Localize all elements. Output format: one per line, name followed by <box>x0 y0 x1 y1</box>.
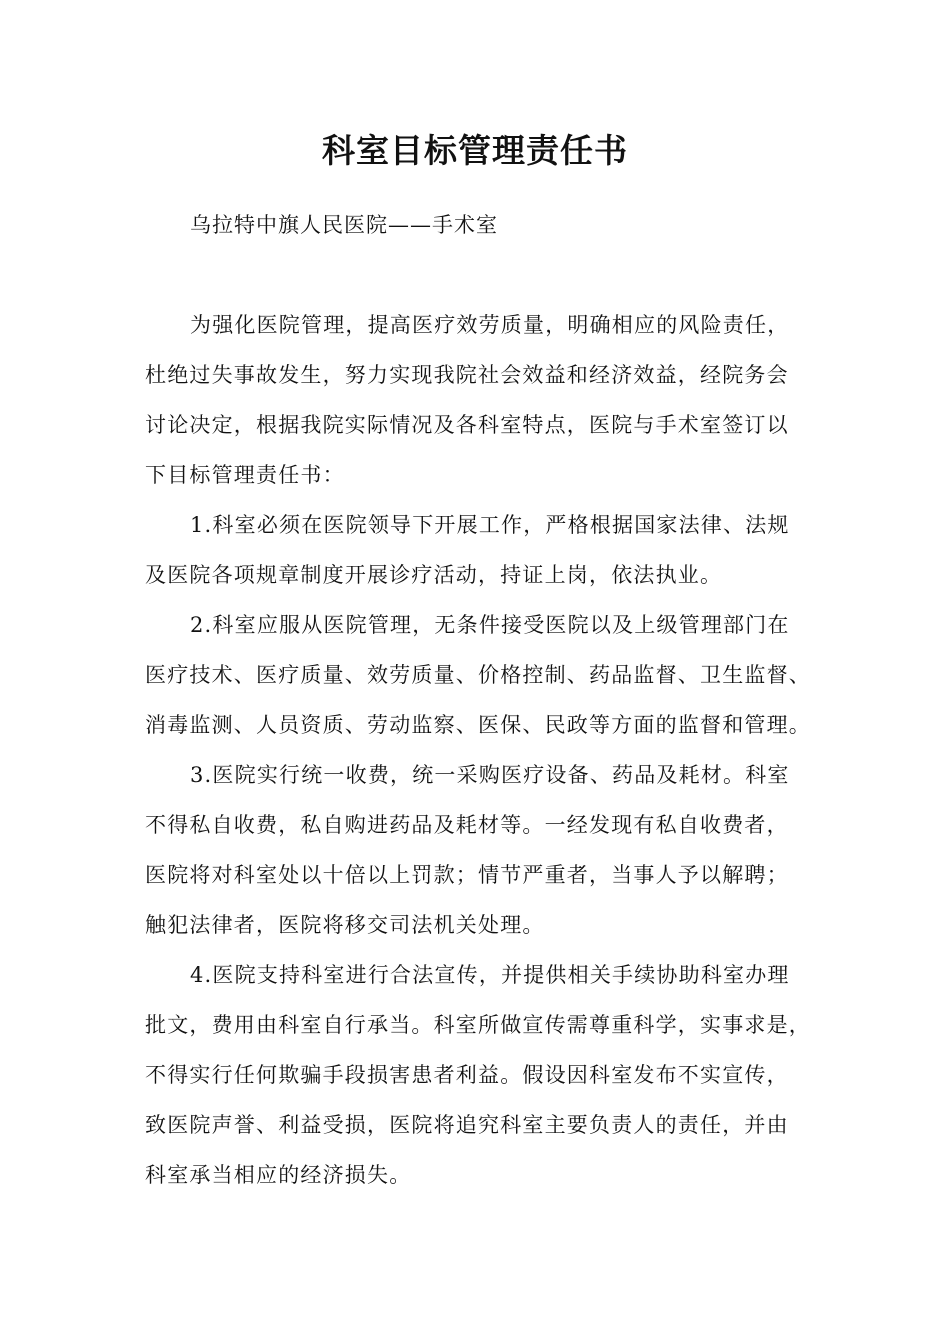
item4-line-3: 不得实行任何欺骗手段损害患者利益。假设因科室发布不实宣传， <box>145 1063 789 1087</box>
document-subtitle: 乌拉特中旗人民医院——手术室 <box>190 213 498 237</box>
item1-line-1: 1.科室必须在医院领导下开展工作，严格根据国家法律、法规 <box>190 513 790 537</box>
item3-line-1: 3.医院实行统一收费，统一采购医疗设备、药品及耗材。科室 <box>190 763 790 787</box>
item3-line-4: 触犯法律者，医院将移交司法机关处理。 <box>145 913 545 937</box>
item2-line-2: 医疗技术、医疗质量、效劳质量、价格控制、药品监督、卫生监督、 <box>145 663 811 687</box>
item4-line-4: 致医院声誉、利益受损，医院将追究科室主要负责人的责任，并由 <box>145 1113 789 1137</box>
item4-line-2: 批文，费用由科室自行承当。科室所做宣传需尊重科学，实事求是， <box>145 1013 811 1037</box>
item1-line-2: 及医院各项规章制度开展诊疗活动，持证上岗，依法执业。 <box>145 563 723 587</box>
intro-line-3: 讨论决定，根据我院实际情况及各科室特点，医院与手术室签订以 <box>145 413 789 437</box>
item2-line-1: 2.科室应服从医院管理，无条件接受医院以及上级管理部门在 <box>190 613 790 637</box>
item2-line-3: 消毒监测、人员资质、劳动监察、医保、民政等方面的监督和管理。 <box>145 713 811 737</box>
intro-line-1: 为强化医院管理，提高医疗效劳质量，明确相应的风险责任， <box>190 313 790 337</box>
item3-line-2: 不得私自收费，私自购进药品及耗材等。一经发现有私自收费者， <box>145 813 789 837</box>
intro-line-2: 杜绝过失事故发生，努力实现我院社会效益和经济效益，经院务会 <box>145 363 789 387</box>
item4-line-1: 4.医院支持科室进行合法宣传，并提供相关手续协助科室办理 <box>190 963 790 987</box>
item3-line-3: 医院将对科室处以十倍以上罚款；情节严重者，当事人予以解聘； <box>145 863 789 887</box>
document-title: 科室目标管理责任书 <box>322 131 628 170</box>
intro-line-4: 下目标管理责任书： <box>145 463 345 487</box>
item4-line-5: 科室承当相应的经济损失。 <box>145 1163 412 1187</box>
